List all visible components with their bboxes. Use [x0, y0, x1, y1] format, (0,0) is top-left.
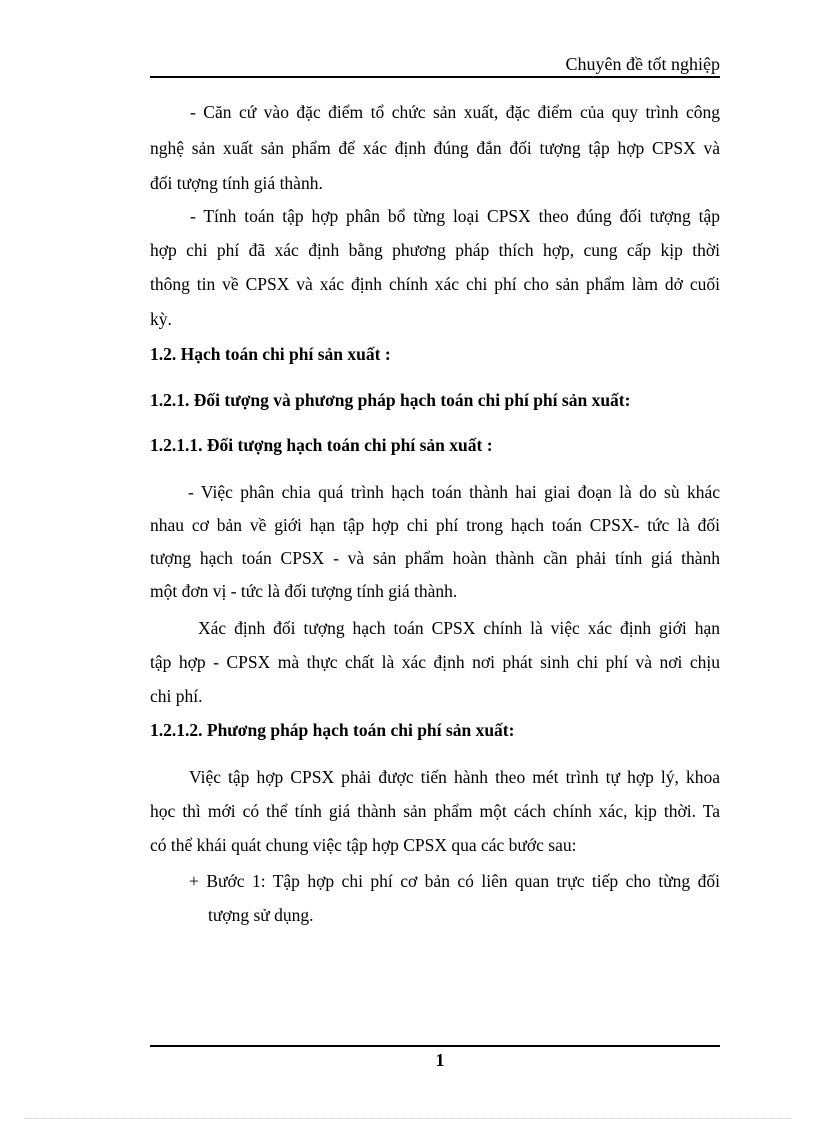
bullet-line: + Bước 1: Tập hợp chi phí cơ bản có liên quan trực tiếp cho từng đối: [189, 871, 720, 891]
text-line: đối tượng tính giá thành.: [150, 173, 323, 193]
text-line: có thể khái quát chung việc tập hợp CPSX qua các bước sau:: [150, 835, 577, 855]
page-edge-dots: [24, 1118, 792, 1119]
section-heading: 1.2. Hạch toán chi phí sản xuất :: [150, 344, 391, 364]
text-line: tượng sử dụng.: [208, 905, 314, 925]
text-line: học thì mới có thể tính giá thành sản phẩm một cách chính xác, kịp thời. Ta: [150, 801, 720, 821]
text-line: hợp chi phí đã xác định bằng phương pháp thích hợp, cung cấp kịp thời: [150, 240, 720, 260]
section-heading: 1.2.1.1. Đối tượng hạch toán chi phí sản xuất :: [150, 435, 493, 455]
page-number: 1: [435, 1050, 445, 1070]
text-line: - Tính toán tập hợp phân bổ từng loại CPSX theo đúng đối tượng tập: [190, 206, 720, 226]
text-line: Xác định đối tượng hạch toán CPSX chính là việc xác định giới hạn: [198, 618, 720, 638]
text-line: - Căn cứ vào đặc điểm tổ chức sản xuất, đặc điểm của quy trình công: [190, 102, 720, 122]
text-line: Việc tập hợp CPSX phải được tiến hành theo mét trình tự hợp lý, khoa: [189, 767, 720, 787]
text-line: - Việc phân chia quá trình hạch toán thành hai giai đoạn là do sù khác: [188, 482, 720, 502]
text-line: thông tin về CPSX và xác định chính xác chi phí cho sản phẩm làm dở cuối: [150, 274, 720, 294]
header-title: Chuyên đề tốt nghiệp: [565, 54, 720, 74]
text-line: chi phí.: [150, 686, 203, 706]
page-header: [150, 50, 720, 78]
text-line: một đơn vị - tức là đối tượng tính giá thành.: [150, 581, 458, 601]
text-line: nghệ sản xuất sản phẩm để xác định đúng đắn đối tượng tập hợp CPSX và: [150, 138, 720, 158]
section-heading: 1.2.1.2. Phương pháp hạch toán chi phí sản xuất:: [150, 720, 515, 740]
text-line: tập hợp - CPSX mà thực chất là xác định nơi phát sinh chi phí và nơi chịu: [150, 652, 720, 672]
footer-rule: [150, 1045, 720, 1047]
text-line: kỳ.: [150, 309, 172, 329]
section-heading: 1.2.1. Đối tượng và phương pháp hạch toán chi phí phí sản xuất:: [150, 390, 631, 410]
text-line: nhau cơ bản về giới hạn tập hợp chi phí trong hạch toán CPSX- tức là đối: [150, 515, 720, 535]
text-line: tượng hạch toán CPSX - và sản phẩm hoàn thành cần phải tính giá thành: [150, 548, 720, 568]
